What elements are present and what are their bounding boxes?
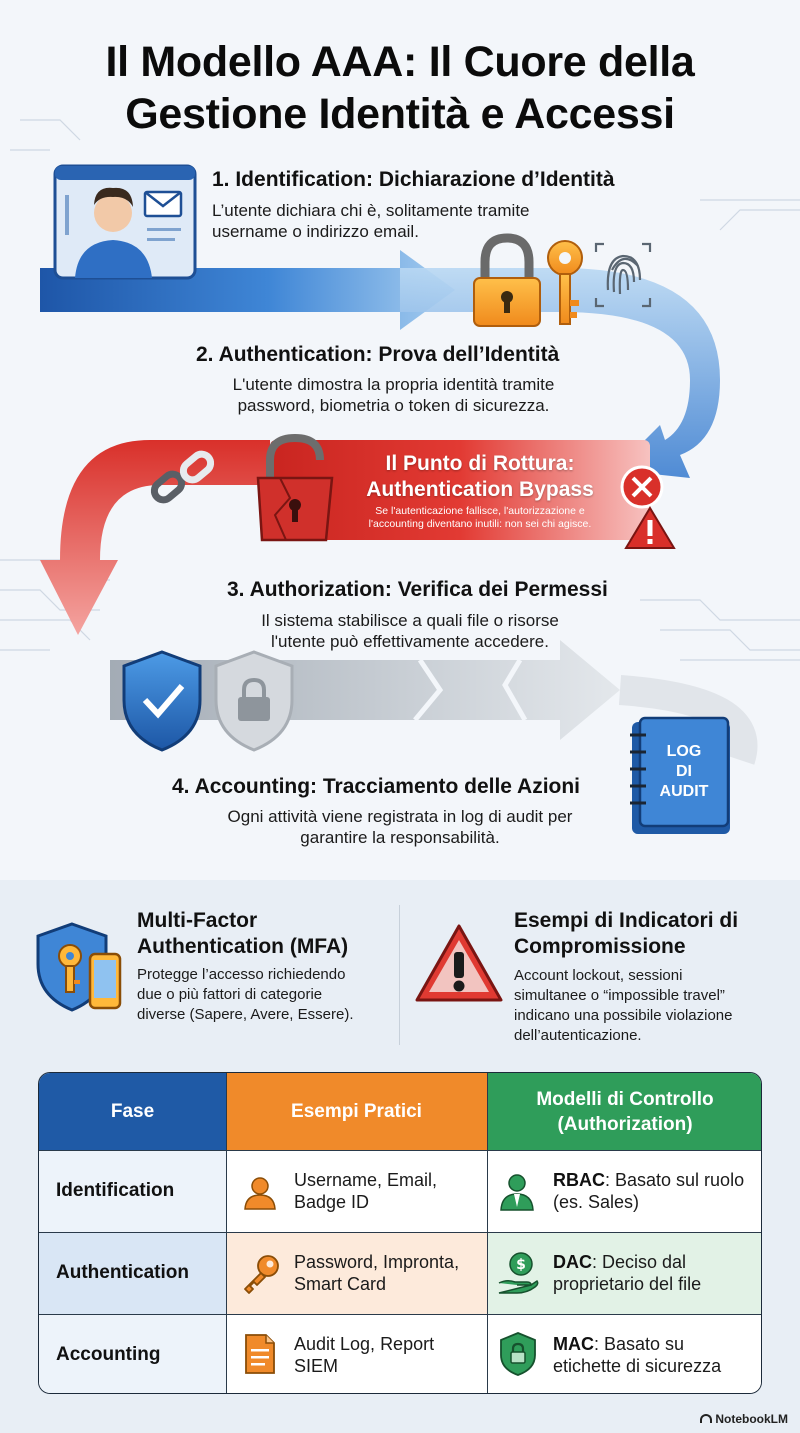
shield-lock-icon: [216, 652, 292, 750]
table-header-examples: Esempi Pratici: [226, 1073, 487, 1150]
audit-log-label-1: LOG: [666, 743, 702, 760]
step-1-line-1: L’utente dichiara chi è, solitamente tramite: [212, 201, 530, 220]
step-4-line-1: Ogni attività viene registrata in log di audit per: [227, 807, 573, 826]
notebooklm-logo-icon: [700, 1414, 712, 1423]
mfa-title-2: Authentication (MFA): [137, 935, 349, 958]
key-icon: [240, 1253, 282, 1295]
compromise-warning-icon: [413, 922, 505, 1004]
example-text: Username, Email, Badge ID: [294, 1170, 438, 1212]
brand-label: NotebookLM: [715, 1412, 788, 1426]
table-row-authentication-model: [487, 1232, 762, 1314]
role-user-icon: [499, 1173, 535, 1211]
ioc-line-3: indicano una possibile violazione: [514, 1007, 733, 1024]
flow-arrow-red: [40, 440, 270, 635]
table-row-accounting-model: [487, 1314, 762, 1394]
mfa-title: [137, 908, 348, 960]
step-4-line-2: garantire la responsabilità.: [300, 828, 500, 847]
table-row-identification-example: [226, 1150, 487, 1232]
table-header-models: [487, 1073, 762, 1150]
audit-log-label-2: DI: [676, 763, 692, 780]
title-line-1: Il Modello AAA: Il Cuore della: [105, 38, 695, 86]
section-divider: [399, 905, 400, 1045]
table-row-identification-model: [487, 1150, 762, 1232]
page-title: [0, 36, 800, 140]
model-text: DAC: Deciso dal proprietario del file: [553, 1252, 702, 1294]
step-3-heading: 3. Authorization: Verifica dei Permessi: [227, 578, 608, 601]
step-1-line-2: username o indirizzo email.: [212, 222, 419, 241]
breaking-point-note-1: Se l'autenticazione fallisce, l'autorizzazione e: [375, 505, 585, 517]
table-divider: [226, 1073, 227, 1394]
step-2-heading: 2. Authentication: Prova dell’Identità: [196, 343, 560, 366]
mfa-shield-icon: [34, 920, 126, 1012]
brand-footer: [700, 1412, 788, 1426]
mfa-line-3: diverse (Sapere, Avere, Essere).: [137, 1006, 354, 1023]
mfa-line-1: Protegge l’accesso richiedendo: [137, 966, 346, 983]
step-2-line-1: L'utente dimostra la propria identità tramite: [232, 375, 555, 394]
user-profile-icon: [55, 166, 195, 278]
audit-log-label: [640, 742, 728, 802]
breaking-point-note-2: l'accounting diventano inutili: non sei chi agisce.: [368, 518, 592, 530]
step-4-description: [200, 806, 600, 848]
table-row-accounting-example: [226, 1314, 487, 1394]
step-1-description: [212, 200, 530, 242]
phase-label: Identification: [56, 1180, 175, 1201]
mfa-title-1: Multi-Factor: [137, 909, 258, 932]
phase-label: Authentication: [56, 1262, 189, 1283]
dollar-hand-icon: [497, 1251, 539, 1295]
table-divider: [487, 1073, 488, 1394]
audit-log-label-3: AUDIT: [659, 783, 709, 800]
ioc-title-2: Compromissione: [514, 935, 686, 958]
step-2-line-2: password, biometria o token di sicurezza.: [237, 396, 550, 415]
example-text: Password, Impronta, Smart Card: [294, 1252, 460, 1294]
step-3-line-1: Il sistema stabilisce a quali file o risorse: [261, 611, 559, 630]
breaking-point-title-1: Il Punto di Rottura:: [385, 452, 575, 475]
padlock-icon: [474, 238, 540, 326]
step-1-heading: 1. Identification: Dichiarazione d’Identità: [212, 168, 615, 191]
example-text: Audit Log, Report SIEM: [294, 1334, 435, 1376]
svg-text:$: $: [516, 1257, 526, 1273]
shield-check-icon: [124, 652, 200, 750]
ioc-title-1: Esempi di Indicatori di: [514, 909, 739, 932]
ioc-title: [514, 908, 738, 960]
table-header-models-2: (Authorization): [557, 1113, 693, 1135]
model-text: MAC: Basato su etichette di sicurezza: [553, 1334, 722, 1376]
ioc-line-2: simultanee o “impossible travel”: [514, 987, 725, 1004]
title-line-2: Gestione Identità e Accessi: [125, 90, 675, 138]
ioc-line-4: dell’autenticazione.: [514, 1027, 642, 1044]
step-4-heading: 4. Accounting: Tracciamento delle Azioni: [172, 775, 581, 798]
table-header-models-1: Modelli di Controllo: [536, 1088, 714, 1110]
breaking-point-title-2: Authentication Bypass: [366, 478, 594, 501]
table-row-identification-phase: [39, 1150, 226, 1232]
error-x-icon: [622, 467, 662, 507]
table-row-authentication-example: [226, 1232, 487, 1314]
shield-lock-icon: [499, 1331, 537, 1377]
ioc-line-1: Account lockout, sessioni: [514, 967, 683, 984]
document-icon: [244, 1333, 276, 1375]
step-2-description: [196, 374, 591, 416]
table-row-accounting-phase: [39, 1314, 226, 1394]
user-icon: [242, 1175, 278, 1211]
ioc-description: [514, 966, 732, 1046]
step-3-line-2: l'utente può effettivamente accedere.: [271, 632, 549, 651]
model-text: RBAC: Basato sul ruolo (es. Sales): [553, 1170, 745, 1212]
mfa-line-2: due o più fattori di categorie: [137, 986, 323, 1003]
mfa-description: [137, 965, 354, 1025]
table-header-phase: Fase: [39, 1073, 226, 1150]
breaking-point-title: [340, 451, 620, 503]
table-row-authentication-phase: [39, 1232, 226, 1314]
step-3-description: [240, 610, 580, 652]
phase-label: Accounting: [56, 1344, 161, 1365]
aaa-table: [38, 1072, 762, 1394]
breaking-point-note: [340, 505, 620, 531]
